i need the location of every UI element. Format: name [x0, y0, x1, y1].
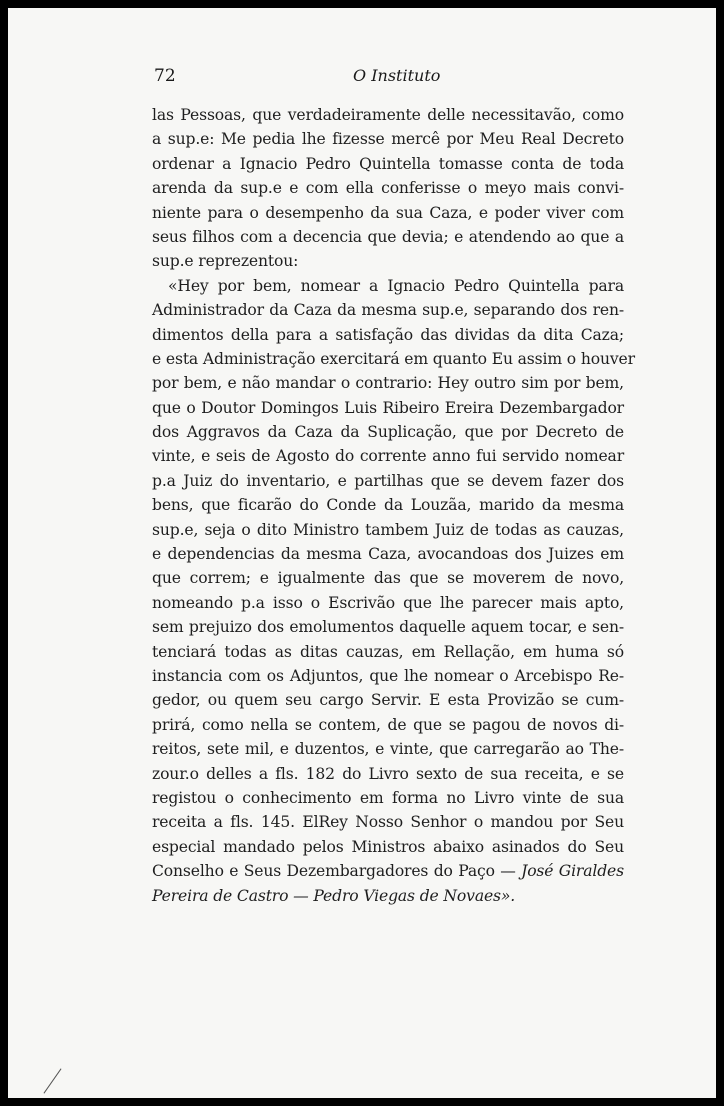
closing-text: Conselho e Seus Dezembargadores do Paço —: [152, 862, 522, 881]
text-line: e dependencias da mesma Caza, avocandoas dos Juizes em: [152, 545, 624, 564]
text-line: ordenar a Ignacio Pedro Quintella tomasse conta de toda: [152, 154, 624, 173]
text-line: prirá, como nella se contem, de que se pagou de novos di-: [152, 715, 624, 734]
text-line: a sup.e: Me pedia lhe fizesse mercê por Meu Real Decreto: [152, 130, 624, 149]
text-line: gedor, ou quem seu cargo Servir. E esta Provizão se cum-: [152, 691, 624, 710]
text-line: reitos, sete mil, e duzentos, e vinte, que carregarão ao The-: [152, 740, 624, 759]
text-line: nomeando p.a isso o Escrivão que lhe parecer mais apto,: [152, 593, 624, 612]
text-line: sup.e reprezentou:: [152, 252, 299, 271]
text-line: bens, que ficarão do Conde da Louzãa, marido da mesma: [152, 496, 624, 515]
text-line: por bem, e não mandar o contrario: Hey outro sim por bem,: [152, 374, 624, 393]
text-line: e esta Administração exercitará em quanto Eu assim o houver: [152, 349, 635, 368]
scan-mark: [43, 1068, 61, 1093]
text-line: dimentos della para a satisfação das dividas da dita Caza;: [152, 325, 624, 344]
text-line: dos Aggravos da Caza da Suplicação, que por Decreto de: [152, 423, 624, 442]
text-line: que o Doutor Domingos Luis Ribeiro Ereira Dezembargador: [152, 398, 624, 417]
page-header: [8, 66, 716, 96]
closing-line: [152, 859, 624, 883]
text-line: que correm; e igualmente das que se moverem de novo,: [152, 569, 624, 588]
text-line: receita a fls. 145. ElRey Nosso Senhor o mandou por Seu: [152, 813, 624, 832]
text-line: «Hey por bem, nomear a Ignacio Pedro Quintella para: [168, 276, 624, 295]
text-line: sup.e, seja o dito Ministro tambem Juiz de todas as cauzas,: [152, 520, 624, 539]
running-title: O Instituto: [353, 66, 441, 85]
text-line: registou o conhecimento em forma no Livro vinte de sua: [152, 788, 624, 807]
signature-name: José Giraldes: [521, 862, 624, 881]
text-line: instancia com os Adjuntos, que lhe nomear o Arcebispo Re-: [152, 666, 624, 685]
text-line: vinte, e seis de Agosto do corrente anno fui servido nomear: [152, 447, 624, 466]
text-line: seus filhos com a decencia que devia; e atendendo ao que a: [152, 227, 624, 246]
text-line: Administrador da Caza da mesma sup.e, separando dos ren-: [152, 301, 624, 320]
text-line: sem prejuizo dos emolumentos daquelle aquem tocar, e sen-: [152, 618, 624, 637]
page-number: 72: [154, 66, 176, 86]
signature-line: Pereira de Castro — Pedro Viegas de Novaes».: [152, 886, 516, 905]
text-line: especial mandado pelos Ministros abaixo asinados do Seu: [152, 837, 624, 856]
paper-sheet: [8, 8, 716, 1098]
text-line: las Pessoas, que verdadeiramente delle necessitavão, como: [152, 106, 624, 124]
text-line: arenda da sup.e e com ella conferisse o meyo mais convi-: [152, 179, 624, 198]
text-line: zour.o delles a fls. 182 do Livro sexto de sua receita, e se: [152, 764, 624, 783]
text-line: p.a Juiz do inventario, e partilhas que se devem fazer dos: [152, 471, 624, 490]
text-line: niente para o desempenho da sua Caza, e poder viver com: [152, 203, 624, 222]
text-line: tenciará todas as ditas cauzas, em Rellação, em huma só: [152, 642, 624, 661]
body-text: [152, 103, 635, 908]
